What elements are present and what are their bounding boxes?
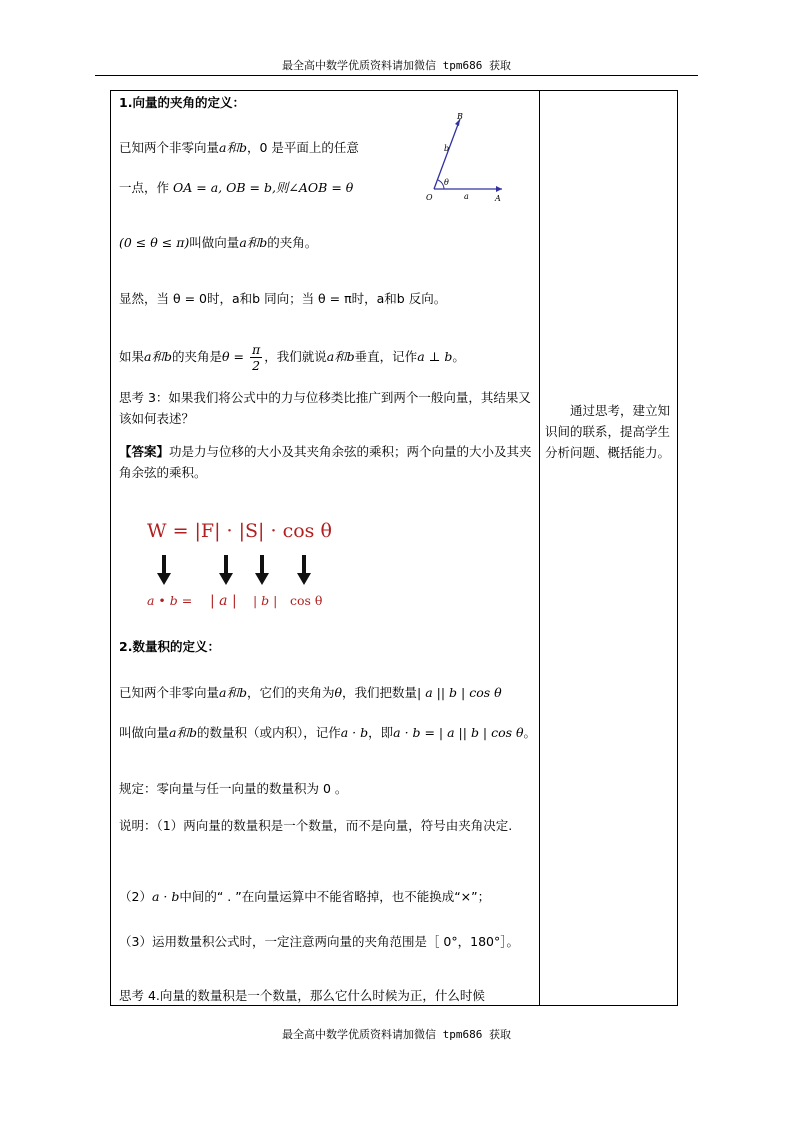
fraction — [250, 342, 262, 373]
teaching-intent-column — [545, 400, 675, 463]
work-formula: W = |F| · |S| · cos θ — [147, 520, 332, 542]
text: 叫做向量 — [119, 725, 170, 740]
text: 垂直，记作 — [354, 349, 418, 364]
math-expression: a · b — [340, 725, 369, 740]
content-column — [119, 91, 537, 1005]
magnitude-a: | a | — [210, 593, 237, 609]
same-opposite-direction-line: 显然，当 θ = 0时，a和b 同向；当 θ = π时，a和b 反向。 — [119, 291, 447, 306]
text: ，0 是平面上的任意 — [246, 140, 359, 155]
label-theta: θ — [444, 178, 449, 187]
definition-line-3 — [119, 235, 317, 251]
think-4-question: 思考 4.向量的数量积是一个数量，那么它什么时候为正，什么时候 — [119, 988, 485, 1003]
cos-theta: cos θ — [290, 593, 323, 608]
down-arrow-icon — [157, 555, 171, 585]
vector-pair: a和b — [239, 235, 268, 250]
section-heading-angle: 1.向量的夹角的定义： — [119, 95, 245, 110]
math-expression: | a || b | cos θ — [417, 685, 502, 700]
math-expression: OA = a, OB = b,则∠AOB = θ — [173, 180, 354, 195]
formula-arrows — [147, 551, 347, 591]
text: 中间的“ . ”在向量运算中不能省略掉，也不能换成“×”； — [179, 889, 491, 904]
answer-paragraph — [119, 441, 533, 483]
vector-pair: a和b — [219, 685, 247, 700]
dot-product-lhs: a • b = — [147, 593, 193, 608]
math-range: (0 ≤ θ ≤ π) — [119, 235, 190, 250]
fraction-numerator: π — [251, 342, 261, 357]
math-theta: θ — [334, 685, 343, 700]
label-b-vector: b — [444, 144, 450, 153]
teaching-intent-text: 通过思考，建立知识间的联系，提高学生分析问题、概括能力。 — [545, 403, 671, 460]
down-arrow-icon — [297, 555, 311, 585]
text: ，即 — [368, 725, 394, 740]
text: 。 — [523, 725, 537, 740]
text: （2） — [119, 889, 152, 904]
text: 已知两个非零向量 — [119, 140, 220, 155]
vector-pair: a和b — [326, 349, 355, 364]
column-divider — [539, 91, 540, 1005]
page-footer: 最全高中数学优质资料请加微信 tpm686 获取 — [282, 1028, 511, 1041]
note-3: （3）运用数量积公式时，一定注意两向量的夹角范围是［ 0°，180°］。 — [119, 934, 519, 949]
vector-pair: a和b — [219, 140, 247, 155]
math-expression: a · b — [151, 889, 180, 904]
perpendicular-notation: a ⊥ b — [417, 349, 453, 364]
text: 的夹角是 — [171, 349, 222, 364]
section-heading-dot-product: 2.数量积的定义： — [119, 639, 220, 654]
page-header: 最全高中数学优质资料请加微信 tpm686 获取 — [282, 59, 511, 72]
fraction-denominator: 2 — [252, 358, 261, 373]
answer-tag: 【答案】 — [119, 444, 170, 459]
text: 的数量积（或内积），记作 — [196, 725, 341, 740]
label-a-vector: a — [464, 192, 469, 201]
vector-pair: a和b — [169, 725, 197, 740]
think-3-question: 思考 3：如果我们将公式中的力与位移类比推广到两个一般向量，其结果又该如何表述？ — [119, 390, 531, 426]
math-theta: θ = — [222, 349, 244, 364]
vector-pair: a和b — [144, 349, 172, 364]
down-arrow-icon — [219, 555, 233, 585]
magnitude-b: | b | — [253, 593, 278, 608]
down-arrow-icon — [255, 555, 269, 585]
text: 如果 — [119, 349, 145, 364]
answer-text: 功是力与位移的大小及其夹角余弦的乘积；两个向量的大小及其夹角余弦的乘积。 — [119, 444, 532, 480]
label-b-point: B — [457, 112, 463, 121]
definition-line-2 — [119, 180, 353, 196]
text: ，它们的夹角为 — [246, 685, 335, 700]
definition-line-1 — [119, 140, 359, 156]
header-rule — [95, 75, 698, 76]
zero-vector-rule: 规定：零向量与任一向量的数量积为 0 。 — [119, 781, 348, 796]
text: 已知两个非零向量 — [119, 685, 220, 700]
text: 一点，作 — [119, 180, 170, 195]
text: 。 — [452, 349, 465, 364]
text: ，我们把数量 — [342, 685, 418, 700]
text: 叫做向量 — [189, 235, 240, 250]
dot-definition-line-2 — [119, 725, 536, 741]
note-2 — [119, 889, 490, 905]
label-o-point: O — [426, 193, 433, 202]
arrow-head-icon — [496, 186, 502, 192]
note-1: 说明：（1）两向量的数量积是一个数量，而不是向量，符号由夹角决定. — [119, 818, 513, 833]
text: 的夹角。 — [267, 235, 318, 250]
text: ，我们就说 — [264, 349, 327, 364]
angle-diagram — [416, 113, 506, 205]
perpendicular-line — [119, 342, 465, 373]
lesson-table — [110, 90, 678, 1006]
math-expression: a · b = | a || b | cos θ — [393, 725, 524, 740]
dot-definition-line-1 — [119, 685, 502, 701]
label-a-point: A — [495, 194, 501, 203]
